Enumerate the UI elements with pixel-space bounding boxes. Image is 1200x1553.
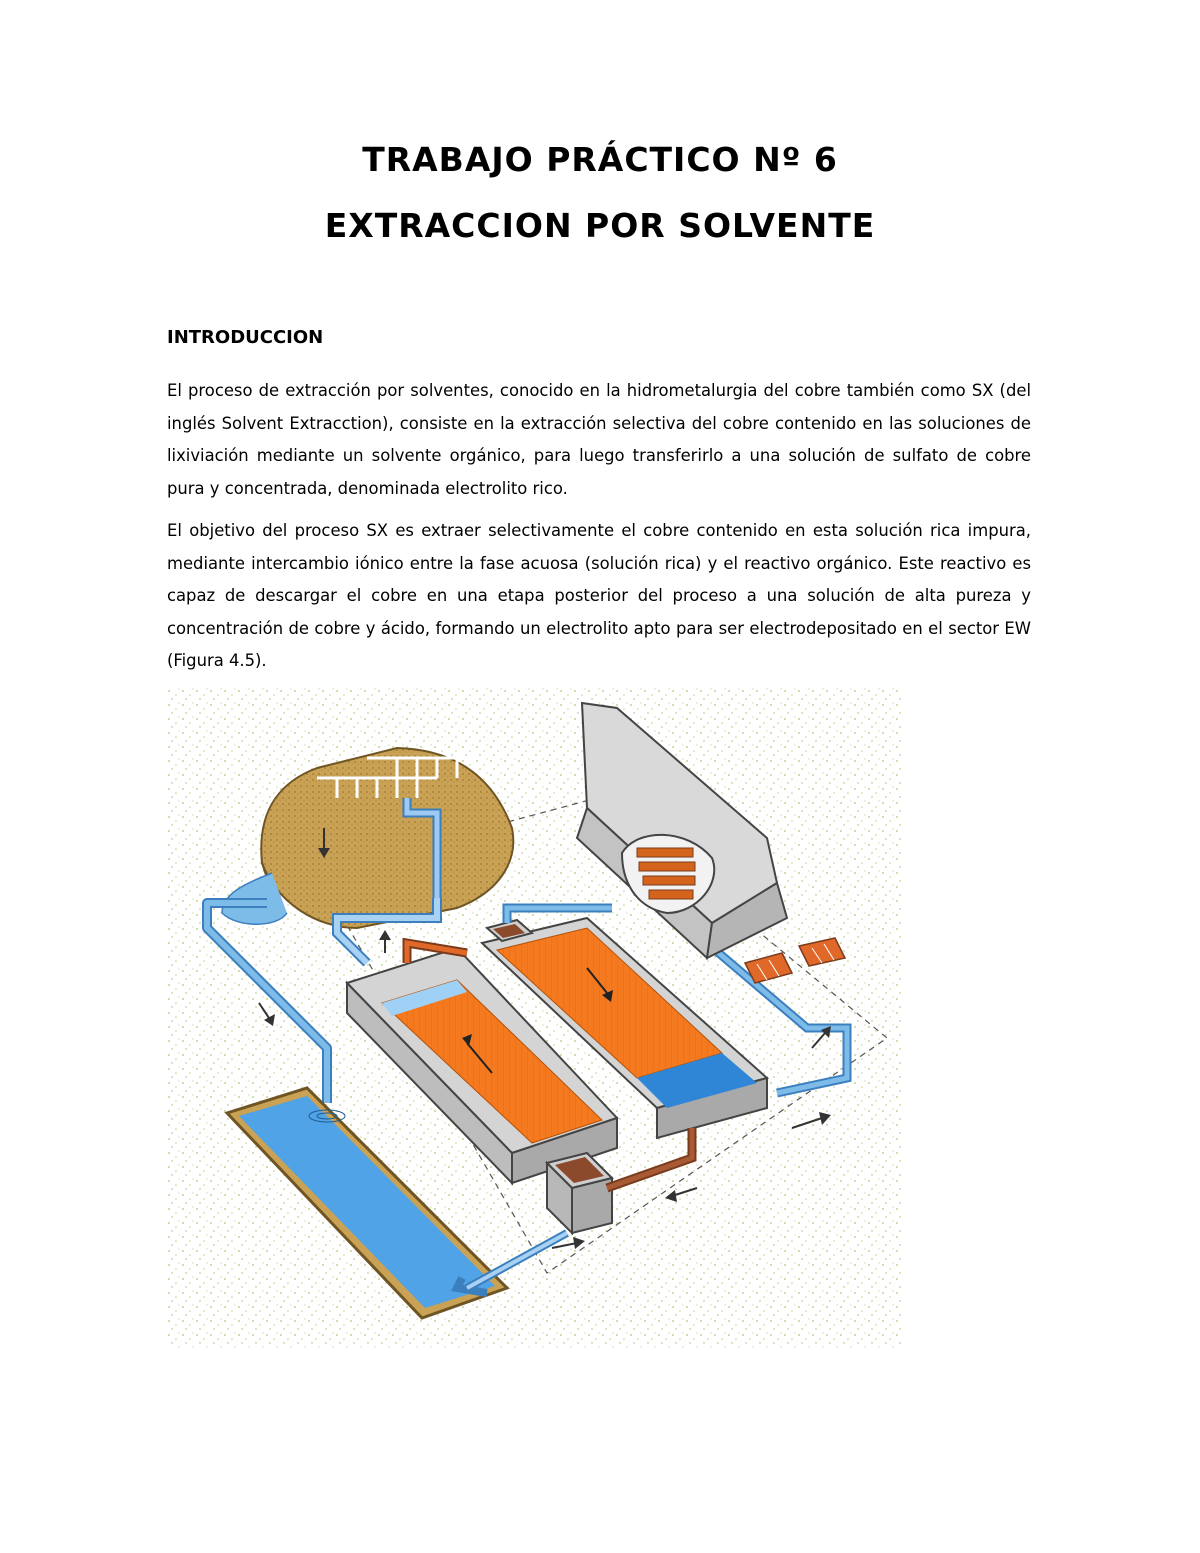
sx-process-illustration [167,688,903,1348]
paragraph-1: El proceso de extracción por solventes, conocido en la hidrometalurgia del cobre también como SX (del inglés Solvent Extracction), consiste en la extracción selectiva del cobre contenido en las soluciones de lixiviación mediante un solvente orgánico, para luego transferirlo a una solución de sulfato de cobre pura y concentrada, denominada electrolito rico. [167,381,1031,498]
document-subtitle: EXTRACCION POR SOLVENTE [324,206,876,245]
paragraph-2: El objetivo del proceso SX es extraer selectivamente el cobre contenido en esta solución rica impura, mediante intercambio iónico entre la fase acuosa (solución rica) y el reactivo orgánico. Este reactivo es capaz de descargar el cobre en una etapa posterior del proceso a una solución de alta pureza y concentración de cobre y ácido, formando un electrolito apto para ser electrodepositado en el sector EW (Figura 4.5). [167,521,1031,670]
sx-process-figure [167,688,903,1348]
section-heading-introduccion: INTRODUCCION [167,327,324,348]
document-title: TRABAJO PRÁCTICO Nº 6 [362,140,838,179]
